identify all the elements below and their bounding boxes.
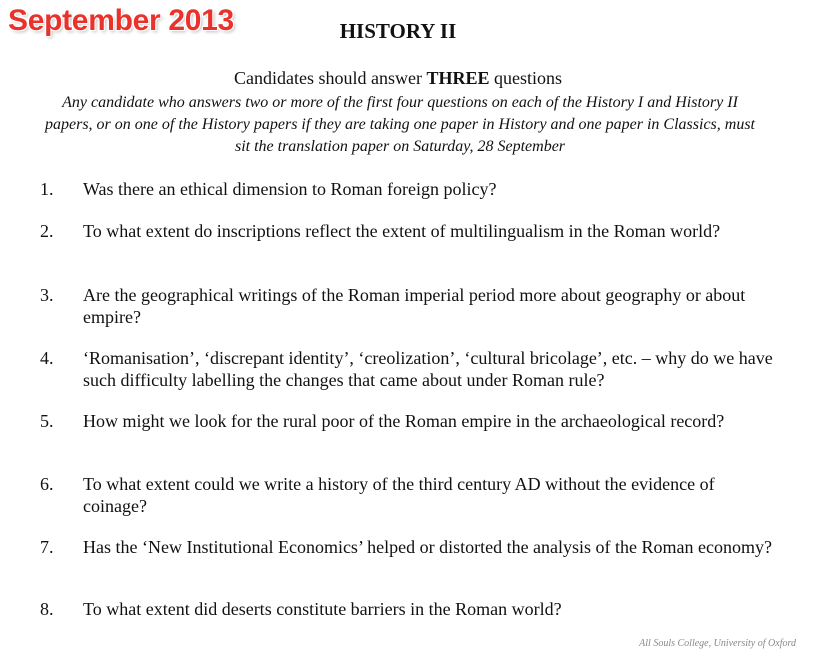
question-text: Was there an ethical dimension to Roman foreign policy?: [83, 179, 497, 199]
question-text: To what extent could we write a history of the third century AD without the evidence of coinage?: [83, 474, 715, 516]
question-number: 1.: [40, 179, 54, 199]
instruction-prefix: Candidates should answer: [233, 68, 427, 88]
question-number: 7.: [40, 537, 54, 557]
question-number: 8.: [40, 599, 54, 619]
question-number: 6.: [40, 474, 54, 494]
question-text: To what extent do inscriptions reflect the extent of multilingualism in the Roman world?: [83, 221, 721, 241]
question-text: ‘Romanisation’, ‘discrepant identity’, ‘creolization’, ‘cultural bricolage’, etc. – why do we have such difficulty labelling the changes that came about under Roman rule?: [83, 348, 773, 390]
question-number: 3.: [40, 285, 54, 305]
date-badge: September 2013: [8, 4, 234, 37]
question-text: To what extent did deserts constitute barriers in the Roman world?: [83, 599, 562, 619]
source-credit: All Souls College, University of Oxford: [639, 638, 796, 649]
question-number: 2.: [40, 221, 54, 241]
question-number: 4.: [40, 348, 54, 368]
instruction-count: THREE: [426, 68, 490, 88]
question-text: How might we look for the rural poor of the Roman empire in the archaeological record?: [83, 411, 725, 431]
paper-title: HISTORY II: [339, 19, 457, 43]
instruction-suffix: questions: [489, 68, 562, 88]
question-number: 5.: [40, 411, 54, 431]
translation-note: Any candidate who answers two or more of the first four questions on each of the History I and History II papers, or on one of the History papers if they are taking one paper in History and one paper in Classics, must sit the translation paper on Saturday, 28 September: [44, 94, 755, 155]
question-text: Are the geographical writings of the Roman imperial period more about geography or about empire?: [83, 285, 746, 327]
question-text: Has the ‘New Institutional Economics’ helped or distorted the analysis of the Roman economy?: [83, 537, 772, 557]
